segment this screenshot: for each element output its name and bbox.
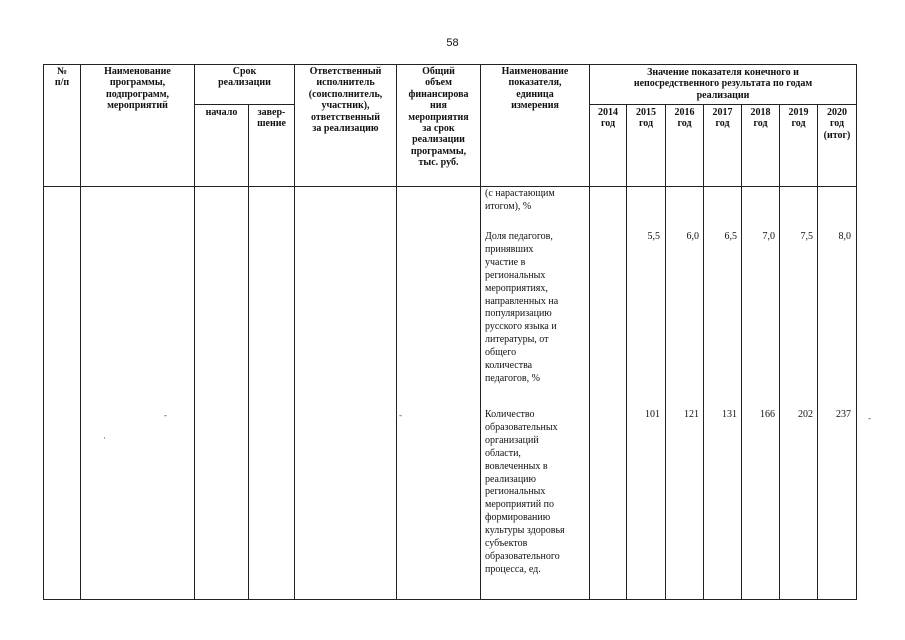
col-divider <box>480 64 481 600</box>
header-year-2016: 2016 год <box>674 107 695 130</box>
value-cell: 6,5 <box>724 231 737 242</box>
value-cell: 121 <box>684 409 699 420</box>
header-values-title: Значение показателя конечного и непосредственного результата по годам реализации <box>633 67 813 101</box>
scan-speck: · <box>103 433 106 443</box>
header-program-name: Наименование программы, подпрограмм, мероприятий <box>104 66 171 112</box>
header-year-2020: 2020 год (итог) <box>823 107 851 141</box>
header-num: № п/п <box>54 66 70 89</box>
col-divider <box>779 104 780 600</box>
value-cell: 8,0 <box>838 231 851 242</box>
value-cell: 166 <box>760 409 775 420</box>
header-year-2017: 2017 год <box>712 107 733 130</box>
col-divider <box>665 104 666 600</box>
value-cell: 101 <box>645 409 660 420</box>
header-term-end: завер- шение <box>257 107 286 130</box>
table-top-border <box>43 64 857 65</box>
value-cell: 237 <box>836 409 851 420</box>
program-table <box>43 64 857 600</box>
value-cell: 7,5 <box>800 231 813 242</box>
value-cell: 5,5 <box>647 231 660 242</box>
header-term-start: начало <box>205 107 238 118</box>
row-indicator: (с нарастающим итогом), % <box>485 188 555 212</box>
col-divider <box>194 64 195 600</box>
header-bottom-line <box>43 186 857 187</box>
col-divider <box>80 64 81 600</box>
header-executor: Ответственный исполнитель (соисполнитель, участник), ответственный за реализацию <box>308 66 383 135</box>
header-term: Срок реализации <box>218 66 271 89</box>
col-divider <box>703 104 704 600</box>
col-divider <box>589 64 590 600</box>
table-left-border <box>43 64 44 600</box>
col-divider <box>248 104 249 600</box>
scan-speck: - <box>164 410 167 420</box>
col-divider <box>626 104 627 600</box>
header-year-2019: 2019 год <box>788 107 809 130</box>
col-divider <box>741 104 742 600</box>
term-subheader-line <box>194 104 294 105</box>
col-divider <box>294 64 295 600</box>
value-cell: 131 <box>722 409 737 420</box>
row-indicator: Количество образовательных организаций области, вовлеченных в реализацию региональных мероприятий по формированию культуры здоровья субъектов образовательного процесса, ед. <box>485 409 565 575</box>
scan-speck: - <box>868 413 871 423</box>
page-number: 58 <box>446 37 459 49</box>
header-year-2014: 2014 год <box>598 107 618 130</box>
header-year-2018: 2018 год <box>750 107 771 130</box>
table-right-border <box>856 64 857 600</box>
value-cell: 7,0 <box>762 231 775 242</box>
header-financing: Общий объем финансирова ния мероприятия за срок реализации программы, тыс. руб. <box>408 66 469 169</box>
value-cell: 6,0 <box>686 231 699 242</box>
scan-speck: - <box>399 410 402 420</box>
col-divider <box>817 104 818 600</box>
value-cell: 202 <box>798 409 813 420</box>
header-year-2015: 2015 год <box>636 107 656 130</box>
row-indicator: Доля педагогов, принявших участие в региональных мероприятиях, направленных на популяризацию русского языка и литературы, от общего количества педагогов, % <box>485 231 559 384</box>
table-bottom-border <box>43 599 857 600</box>
header-indicator: Наименование показателя, единица измерения <box>501 66 569 112</box>
